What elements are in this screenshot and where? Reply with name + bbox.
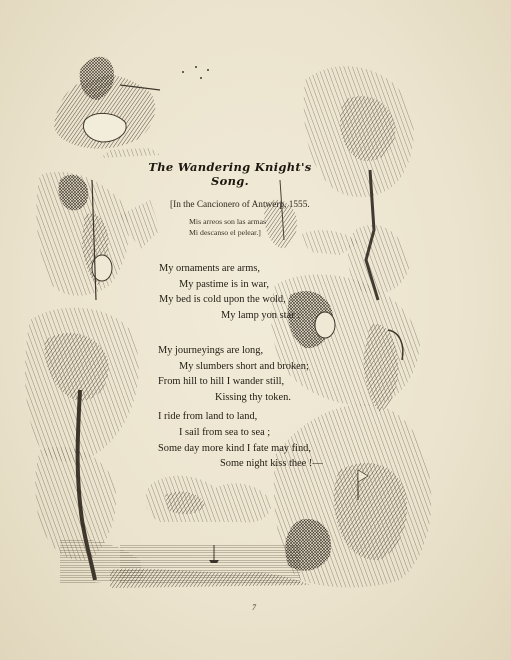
verse-line: Some night kiss thee !— [220,458,323,469]
verse-line: Some day more kind I fate may find, [158,443,311,454]
lady-and-knight-vignette [271,274,420,412]
verse-line: My journeyings are long, [158,345,264,356]
verse-line: From hill to hill I wander still, [158,376,285,387]
verse-line: I sail from sea to sea ; [179,427,271,438]
epigraph-line-1: Mis arreos son las armas [189,217,267,226]
page-number: 7 [252,603,256,612]
source-note: [In the Cancionero of Antwerp, 1555. [170,200,310,210]
verse-line: I ride from land to land, [158,411,258,422]
fallen-knight-vignette [54,57,209,158]
verse-line: Kissing thy token. [215,392,291,403]
tree-upper-right [304,66,414,300]
cliff-right [274,404,431,587]
verse-line: My bed is cold upon the wold, [159,294,286,305]
forest-left [25,308,145,585]
verse-line: My slumbers short and broken; [179,361,309,372]
epigraph-line-2: Mi descanso el pelear.] [189,228,261,237]
verse-line: My lamp yon star : [221,310,301,321]
knights-vignette-left [36,172,160,300]
verse-line: My pastime is in war, [179,279,269,290]
verse-line: My ornaments are arms, [159,263,260,274]
poem-title: The Wandering Knight's Song. [148,160,312,188]
